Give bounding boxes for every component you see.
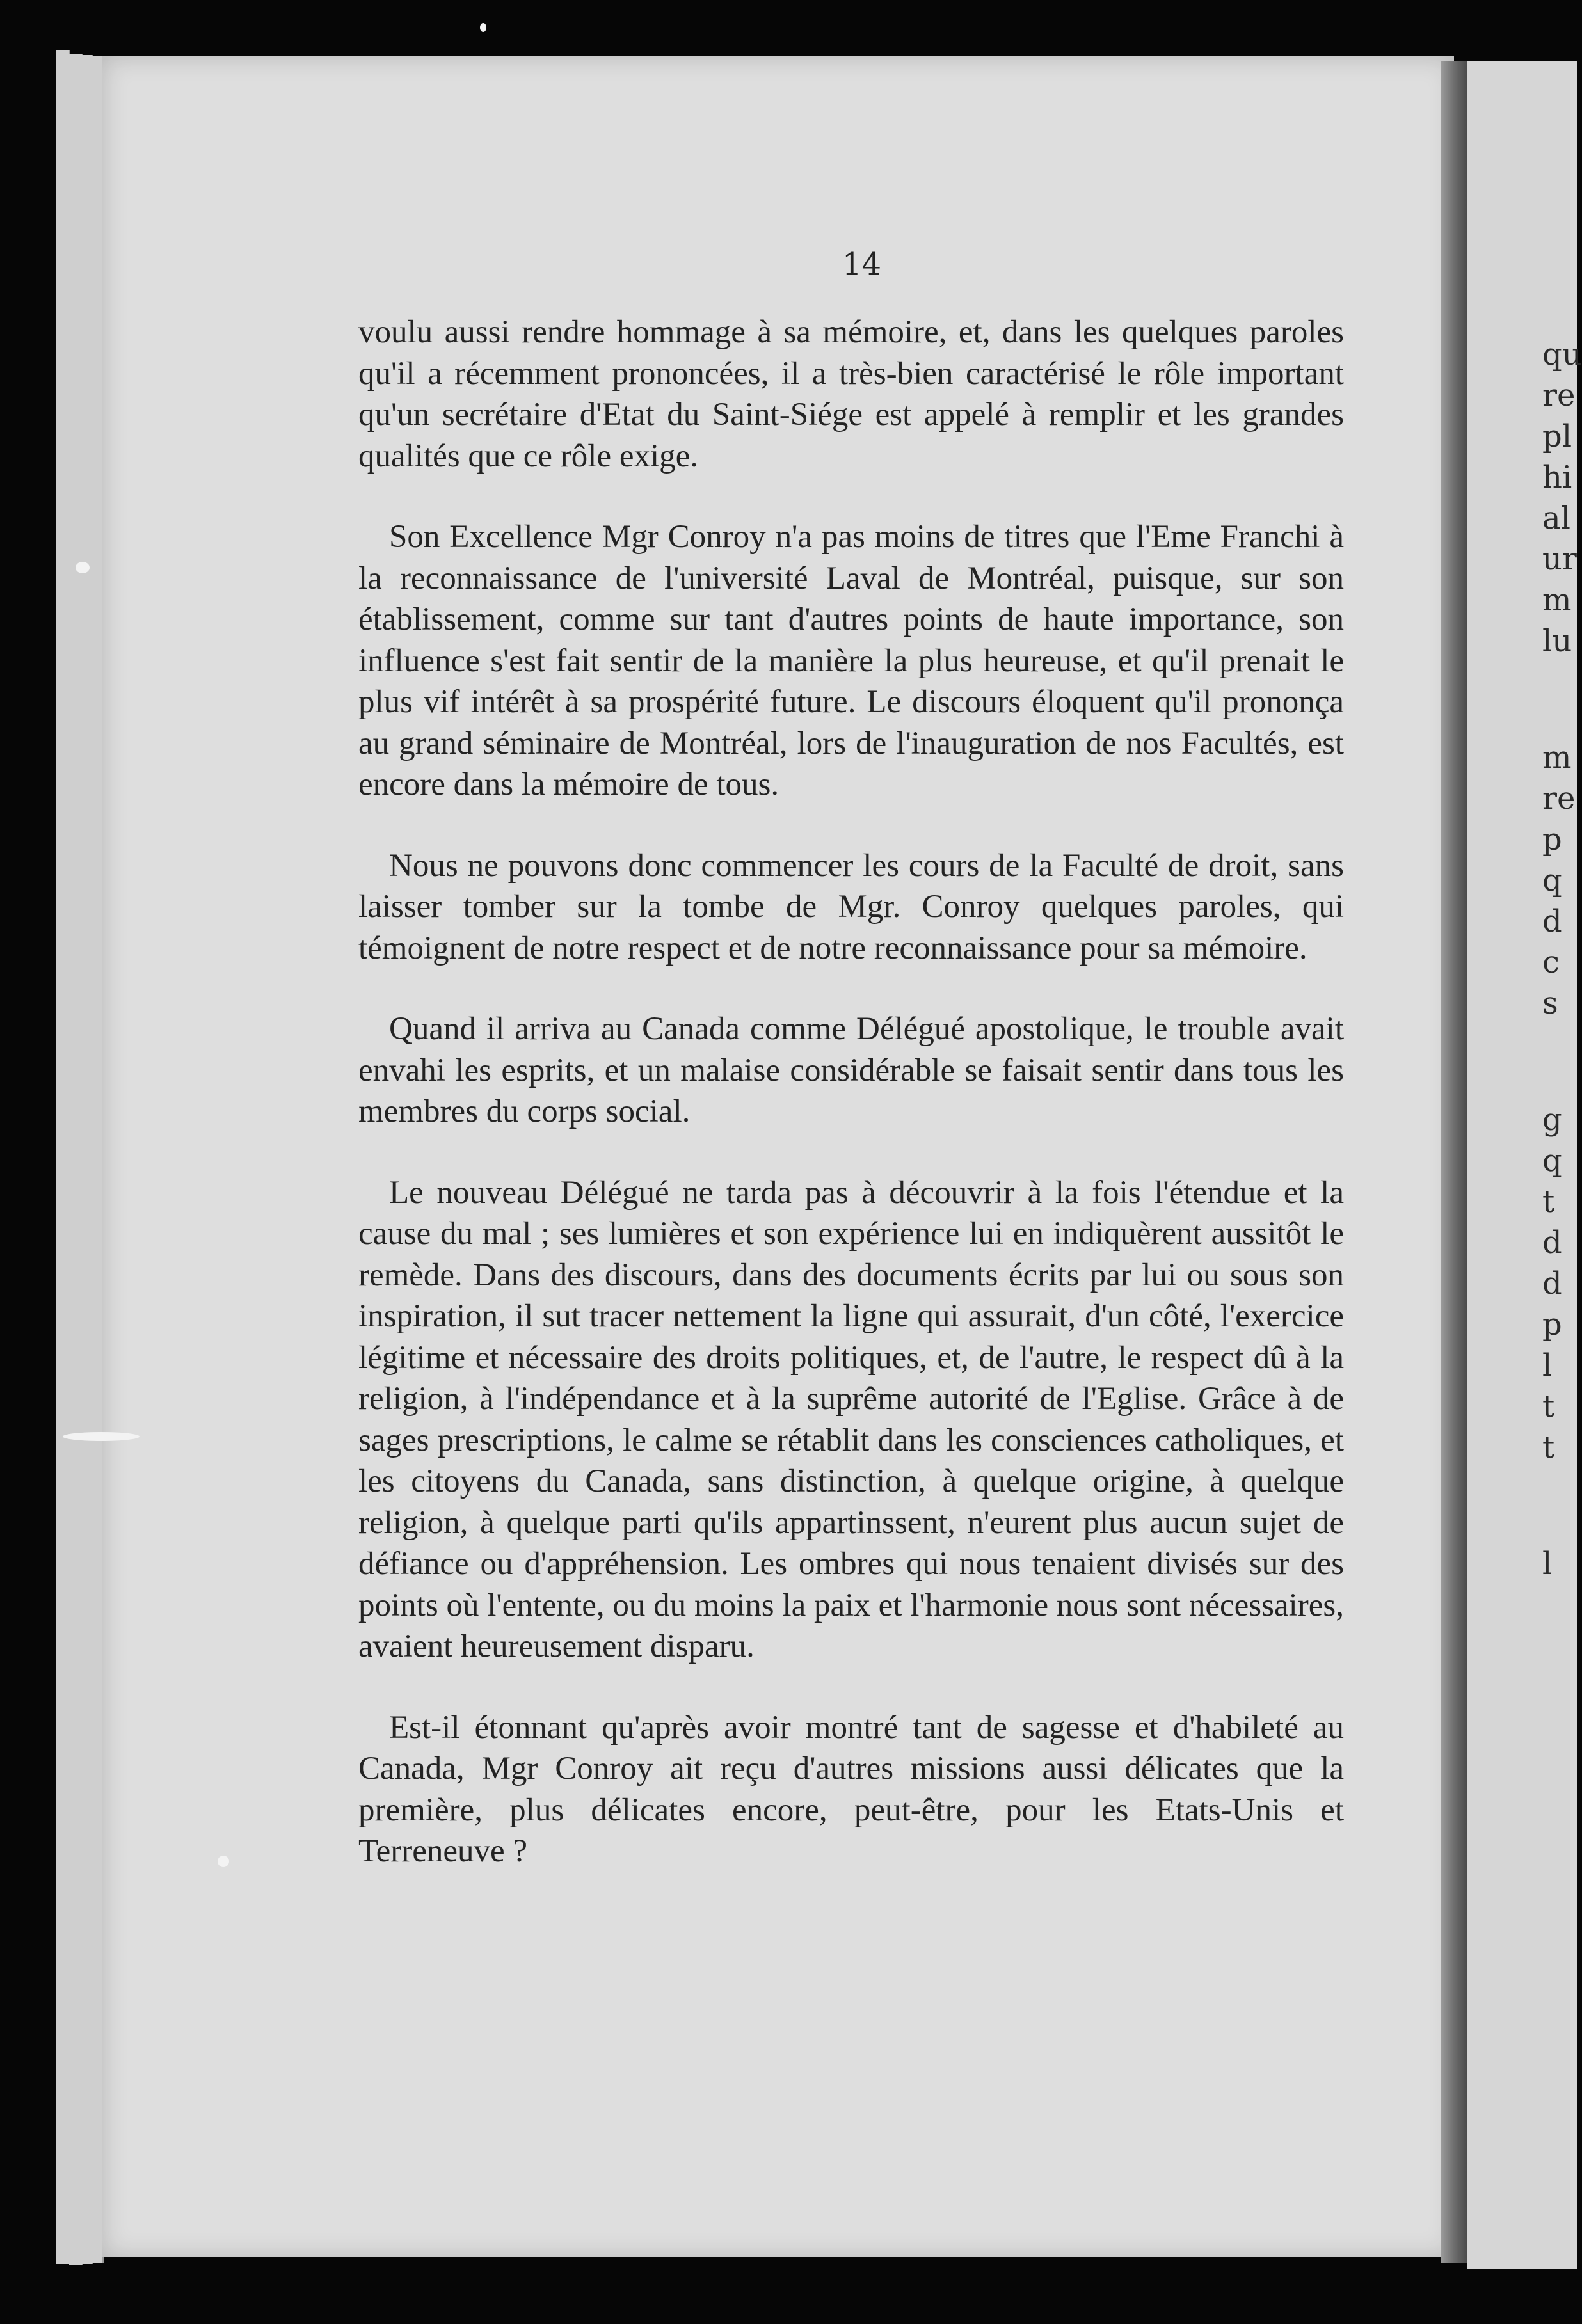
scan-speck bbox=[63, 1432, 140, 1441]
page-number: 14 bbox=[842, 246, 882, 282]
adjacent-text-fragment: t bbox=[1542, 1429, 1555, 1465]
scan-speck bbox=[480, 23, 486, 32]
adjacent-text-fragment: re bbox=[1542, 781, 1576, 816]
adjacent-text-fragment: hi bbox=[1542, 459, 1572, 495]
page-edge bbox=[56, 50, 70, 2264]
adjacent-text-fragment: d bbox=[1542, 1266, 1562, 1301]
adjacent-text-fragment: l bbox=[1542, 1546, 1553, 1582]
adjacent-text-fragment: m bbox=[1542, 740, 1572, 776]
page-edge bbox=[69, 54, 83, 2265]
paragraph: Son Excellence Mgr Conroy n'a pas moins de titres que l'Eme Franchi à la reconnaissance de l'université Laval de Montréal, puisque, sur son établissement, comme sur tant d'autres points de haute importance, son influence s'est fait sentir de la manière la plus heureuse, et qu'il prenait le plus vif intérêt à sa prospérité future. Le discours éloquent qu'il prononça au grand séminaire de Montréal, lors de l'inauguration de nos Facultés, est encore dans la mémoire de tous. bbox=[358, 519, 1344, 802]
adjacent-text-fragment: s bbox=[1542, 985, 1558, 1021]
adjacent-text-fragment: re bbox=[1542, 378, 1576, 413]
adjacent-text-fragment: q bbox=[1542, 863, 1562, 898]
adjacent-text-fragment: t bbox=[1542, 1184, 1555, 1220]
page-gutter bbox=[1441, 61, 1467, 2263]
adjacent-text-fragment: t bbox=[1542, 1389, 1555, 1424]
paragraph: voulu aussi rendre hommage à sa mémoire, et, dans les quelques paroles qu'il a récemment prononcées, il a très-bien caractérisé le rôle important qu'un secrétaire d'Etat du Saint-Siége est appelé à remplir et les grandes qualités que ce rôle exige. bbox=[358, 314, 1344, 474]
paragraph: Le nouveau Délégué ne tarda pas à découvrir à la fois l'étendue et la cause du mal ; ses lumières et son expérience lui en indiquèrent aussitôt le remède. Dans des discours, dans des documents écrits par lui ou sous son inspiration, il sut tracer nettement la ligne qui assurait, d'un côté, l'exercice légitime et nécessaire des droits politiques, et, de l'autre, le respect dû à la religion, à l'indépendance et à la suprême autorité de l'Eglise. Grâce à de sages prescriptions, le calme se rétablit dans les consciences catholiques, et les citoyens du Canada, sans distinction, à quelque origine, à quelque religion, à quelque parti qu'ils appartinssent, n'eurent plus aucun sujet de défiance ou d'appréhension. Les ombres qui nous tenaient divisés sur des points où l'entente, ou du moins la paix et l'harmonie nous sont nécessaires, avaient heureusement disparu. bbox=[358, 1174, 1344, 1664]
page-body bbox=[358, 312, 1344, 1872]
paragraph: Est-il étonnant qu'après avoir montré tant de sagesse et d'habileté au Canada, Mgr Conroy ait reçu d'autres missions aussi délicates que la première, plus délicates encore, peut-être, pour les Etats-Unis et Terreneuve ? bbox=[358, 1709, 1344, 1869]
adjacent-page-edge bbox=[1467, 61, 1582, 2269]
adjacent-text-fragment: c bbox=[1542, 944, 1560, 980]
scan-speck bbox=[218, 1856, 229, 1867]
adjacent-text-fragment: ur bbox=[1542, 541, 1577, 577]
adjacent-text-fragment: qu bbox=[1542, 337, 1582, 372]
paragraph: Nous ne pouvons donc commencer les cours de la Faculté de droit, sans laisser tomber sur la tombe de Mgr. Conroy quelques paroles, qui témoignent de notre respect et de notre reconnaissance pour sa mémoire. bbox=[358, 847, 1344, 966]
scan-speck bbox=[76, 562, 90, 573]
adjacent-text-fragment: p bbox=[1542, 822, 1562, 857]
adjacent-text-fragment: g bbox=[1542, 1102, 1562, 1138]
adjacent-text-fragment: q bbox=[1542, 1143, 1562, 1179]
adjacent-text-fragment: d bbox=[1542, 1225, 1562, 1261]
adjacent-text-fragment: m bbox=[1542, 582, 1572, 618]
paragraph: Quand il arriva au Canada comme Délégué apostolique, le trouble avait envahi les esprits, et un malaise considérable se faisait sentir dans tous les membres du corps social. bbox=[358, 1011, 1344, 1129]
adjacent-text-fragment: al bbox=[1542, 500, 1570, 536]
adjacent-text-fragment: p bbox=[1542, 1307, 1562, 1342]
adjacent-text-fragment: d bbox=[1542, 903, 1562, 939]
adjacent-text-fragment: l bbox=[1542, 1348, 1553, 1383]
adjacent-text-fragment: lu bbox=[1542, 623, 1572, 659]
adjacent-text-fragment: pl bbox=[1542, 418, 1572, 454]
